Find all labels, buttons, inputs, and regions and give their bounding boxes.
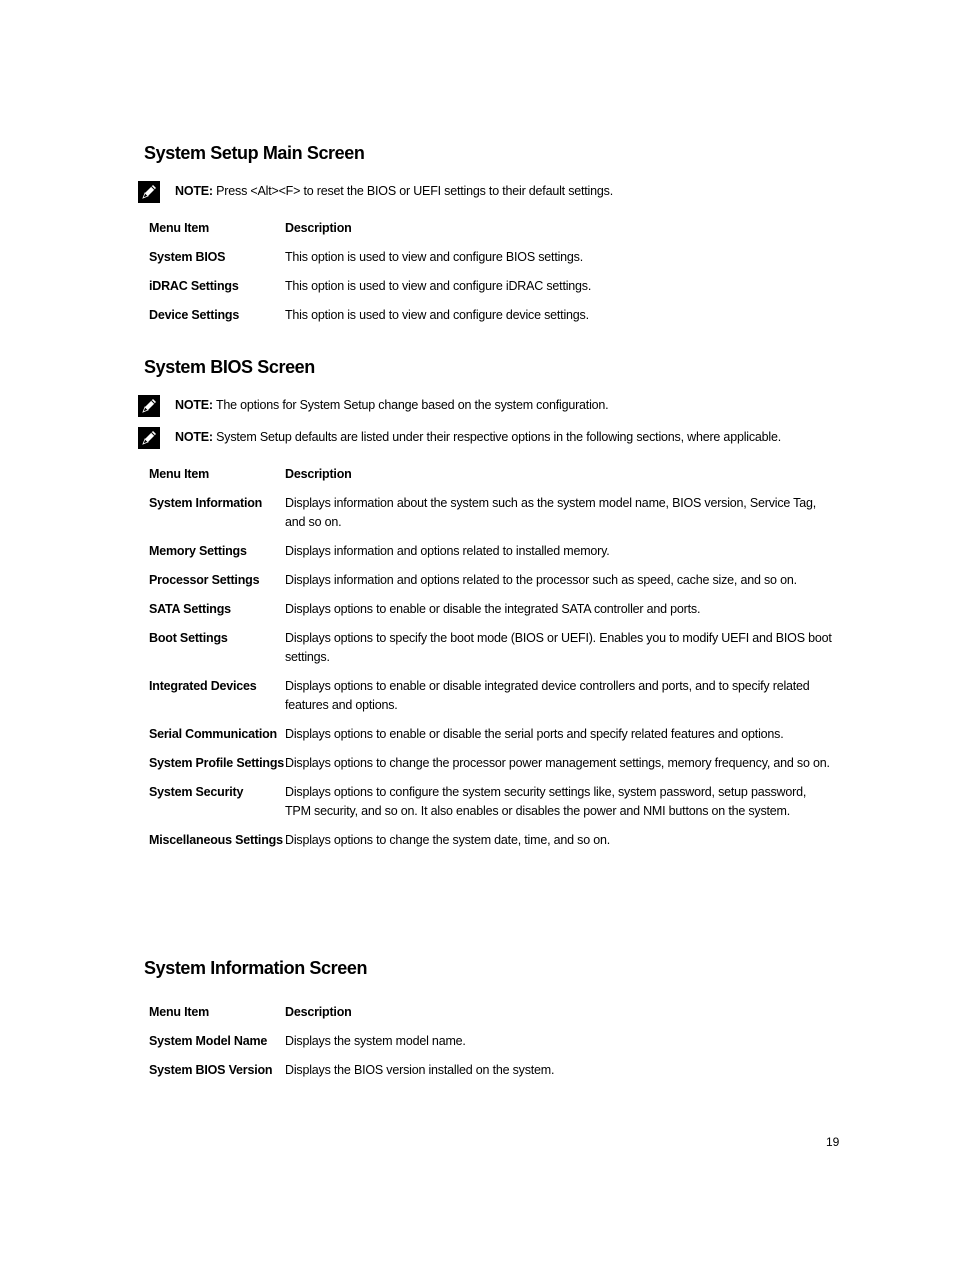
menu-item-description: Displays options to change the processor power management settings, memory frequency, and so on. bbox=[285, 756, 830, 770]
table-header-row bbox=[145, 219, 833, 248]
section-title-system-setup-main-screen: System Setup Main Screen bbox=[144, 143, 365, 163]
column-header-menu-item: Menu Item bbox=[149, 467, 210, 481]
menu-item-description: Displays options to enable or disable the serial ports and specify related features and options. bbox=[285, 727, 784, 741]
table-row bbox=[145, 1061, 833, 1090]
table-row bbox=[145, 248, 833, 277]
pencil-note-icon bbox=[138, 395, 160, 417]
section-title-system-information-screen: System Information Screen bbox=[144, 958, 368, 978]
menu-item-name: System BIOS Version bbox=[149, 1063, 273, 1077]
column-header-description: Description bbox=[285, 467, 352, 481]
table-row bbox=[145, 754, 833, 783]
table-row bbox=[145, 1032, 833, 1061]
page-number: 19 bbox=[826, 1135, 840, 1149]
note-body: Press <Alt><F> to reset the BIOS or UEFI settings to their default settings. bbox=[212, 184, 613, 198]
menu-item-name: SATA Settings bbox=[149, 602, 231, 616]
menu-item-name: System Profile Settings bbox=[149, 756, 285, 770]
menu-table-bios bbox=[145, 465, 833, 860]
menu-item-name: Serial Communication bbox=[149, 727, 277, 741]
menu-table-main bbox=[145, 219, 833, 335]
note-label: NOTE: bbox=[175, 184, 213, 198]
menu-item-description: This option is used to view and configure device settings. bbox=[285, 308, 589, 322]
menu-item-name: Device Settings bbox=[149, 308, 240, 322]
note-body: System Setup defaults are listed under their respective options in the following sections, where applicable. bbox=[212, 430, 782, 444]
note-text bbox=[175, 395, 608, 415]
menu-item-description: Displays information and options related to installed memory. bbox=[285, 544, 610, 558]
column-header-menu-item: Menu Item bbox=[149, 1005, 210, 1019]
menu-item-name: System BIOS bbox=[149, 250, 226, 264]
table-header-row bbox=[145, 1003, 833, 1032]
menu-item-description: This option is used to view and configure iDRAC settings. bbox=[285, 279, 592, 293]
note-body: The options for System Setup change based on the system configuration. bbox=[212, 398, 609, 412]
menu-item-description: Displays information about the system such as the system model name, BIOS version, Service Tag, and so on. bbox=[285, 496, 817, 529]
column-header-description: Description bbox=[285, 1005, 352, 1019]
note-text bbox=[175, 427, 781, 447]
table-row bbox=[145, 542, 833, 571]
table-row bbox=[145, 677, 833, 725]
table-row bbox=[145, 831, 833, 860]
table-row bbox=[145, 783, 833, 831]
note bbox=[138, 181, 838, 205]
menu-table-system-information bbox=[145, 1003, 833, 1090]
table-header-row bbox=[145, 465, 833, 494]
menu-item-description: Displays options to configure the system security settings like, system password, setup password, TPM security, and so on. It also enables or disables the power and NMI buttons on the system. bbox=[285, 785, 807, 818]
column-header-description: Description bbox=[285, 221, 352, 235]
note-text bbox=[175, 181, 613, 201]
note-label: NOTE: bbox=[175, 430, 213, 444]
menu-item-description: Displays options to enable or disable the integrated SATA controller and ports. bbox=[285, 602, 701, 616]
table-row bbox=[145, 725, 833, 754]
pencil-note-icon bbox=[138, 181, 160, 203]
menu-item-description: Displays options to specify the boot mode (BIOS or UEFI). Enables you to modify UEFI and BIOS boot settings. bbox=[285, 631, 832, 664]
menu-item-description: This option is used to view and configure BIOS settings. bbox=[285, 250, 583, 264]
menu-item-description: Displays options to change the system date, time, and so on. bbox=[285, 833, 610, 847]
table-row bbox=[145, 571, 833, 600]
menu-item-name: Processor Settings bbox=[149, 573, 260, 587]
menu-item-name: Integrated Devices bbox=[149, 679, 257, 693]
menu-item-description: Displays the system model name. bbox=[285, 1034, 466, 1048]
menu-item-name: Boot Settings bbox=[149, 631, 228, 645]
menu-item-description: Displays information and options related to the processor such as speed, cache size, and so on. bbox=[285, 573, 797, 587]
menu-item-name: System Model Name bbox=[149, 1034, 268, 1048]
table-row bbox=[145, 306, 833, 335]
menu-item-name: System Security bbox=[149, 785, 244, 799]
menu-item-name: Memory Settings bbox=[149, 544, 247, 558]
note-label: NOTE: bbox=[175, 398, 213, 412]
note bbox=[138, 395, 838, 419]
table-row bbox=[145, 494, 833, 542]
menu-item-description: Displays options to enable or disable integrated device controllers and ports, and to specify related features and options. bbox=[285, 679, 810, 712]
note bbox=[138, 427, 838, 451]
table-row bbox=[145, 600, 833, 629]
menu-item-description: Displays the BIOS version installed on the system. bbox=[285, 1063, 555, 1077]
menu-item-name: System Information bbox=[149, 496, 263, 510]
menu-item-name: Miscellaneous Settings bbox=[149, 833, 283, 847]
pencil-note-icon bbox=[138, 427, 160, 449]
column-header-menu-item: Menu Item bbox=[149, 221, 210, 235]
table-row bbox=[145, 277, 833, 306]
table-row bbox=[145, 629, 833, 677]
section-title-system-bios-screen: System BIOS Screen bbox=[144, 357, 315, 377]
menu-item-name: iDRAC Settings bbox=[149, 279, 239, 293]
